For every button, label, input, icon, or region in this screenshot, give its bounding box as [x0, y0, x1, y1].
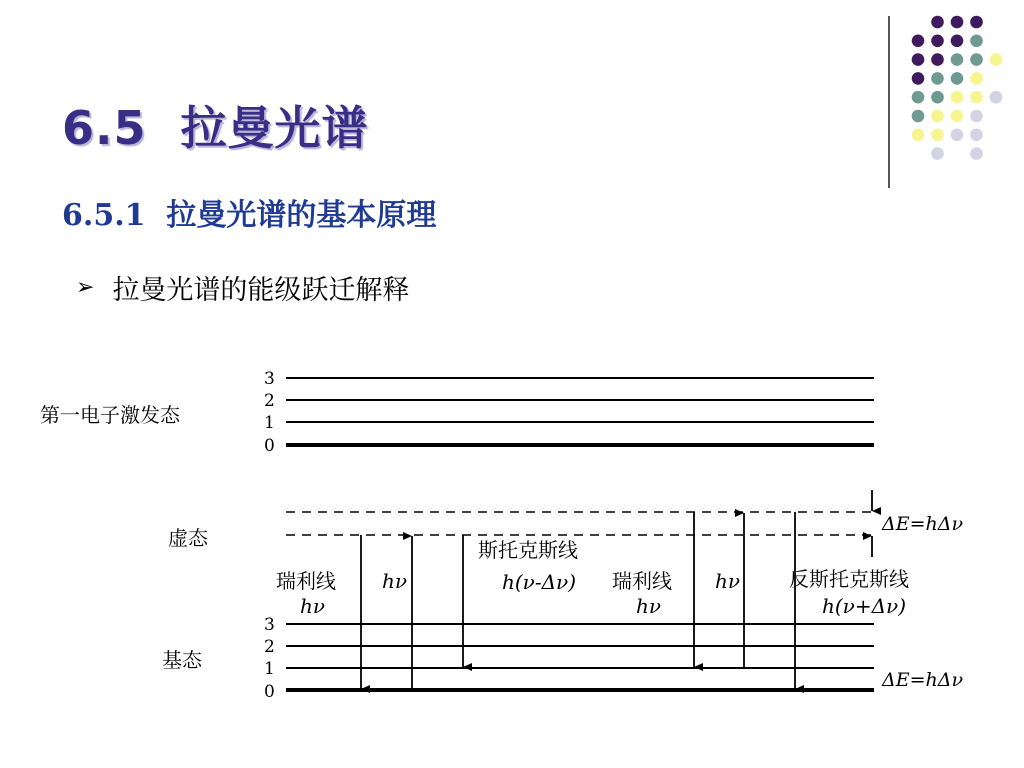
excited-level-1: 1 — [264, 413, 275, 433]
rayleigh-label-2: 瑞利线 — [612, 569, 672, 593]
excited-level-0: 0 — [264, 436, 275, 456]
slide-title: 6.5 拉曼光谱 — [62, 101, 369, 155]
ground-level-1: 1 — [264, 659, 275, 679]
excitation-hv-2: hν — [715, 569, 741, 593]
delta-e-bottom-label: ΔE=hΔν — [882, 669, 964, 691]
ground-level-2: 2 — [264, 637, 275, 657]
virtual-state-levels — [286, 512, 874, 535]
ground-state-levels — [264, 615, 874, 702]
excited-state-label: 第一电子激发态 — [40, 403, 180, 427]
ground-state-label: 基态 — [162, 648, 202, 672]
bullet-text: 拉曼光谱的能级跃迁解释 — [112, 275, 410, 306]
rayleigh-hv-2: hν — [636, 594, 662, 618]
excited-level-3: 3 — [264, 369, 275, 389]
section-subtitle: 6.5.1 拉曼光谱的基本原理 — [62, 198, 437, 233]
virtual-state-label: 虚态 — [168, 526, 208, 550]
stokes-formula: h(ν-Δν) — [502, 570, 577, 594]
excited-state-levels — [264, 369, 874, 456]
rayleigh-hv-1: hν — [300, 594, 326, 618]
stokes-line-label: 斯托克斯线 — [478, 538, 578, 562]
ground-level-3: 3 — [264, 615, 275, 635]
arrow-bullet-icon: ➢ — [76, 275, 95, 300]
ground-level-0: 0 — [264, 682, 275, 702]
rayleigh-label-1: 瑞利线 — [276, 569, 336, 593]
excitation-hv-1: hν — [382, 569, 408, 593]
delta-e-top-label: ΔE=hΔν — [882, 513, 964, 535]
excited-level-2: 2 — [264, 391, 275, 411]
anti-stokes-line-label: 反斯托克斯线 — [789, 567, 909, 591]
anti-stokes-formula: h(ν+Δν) — [822, 594, 907, 618]
